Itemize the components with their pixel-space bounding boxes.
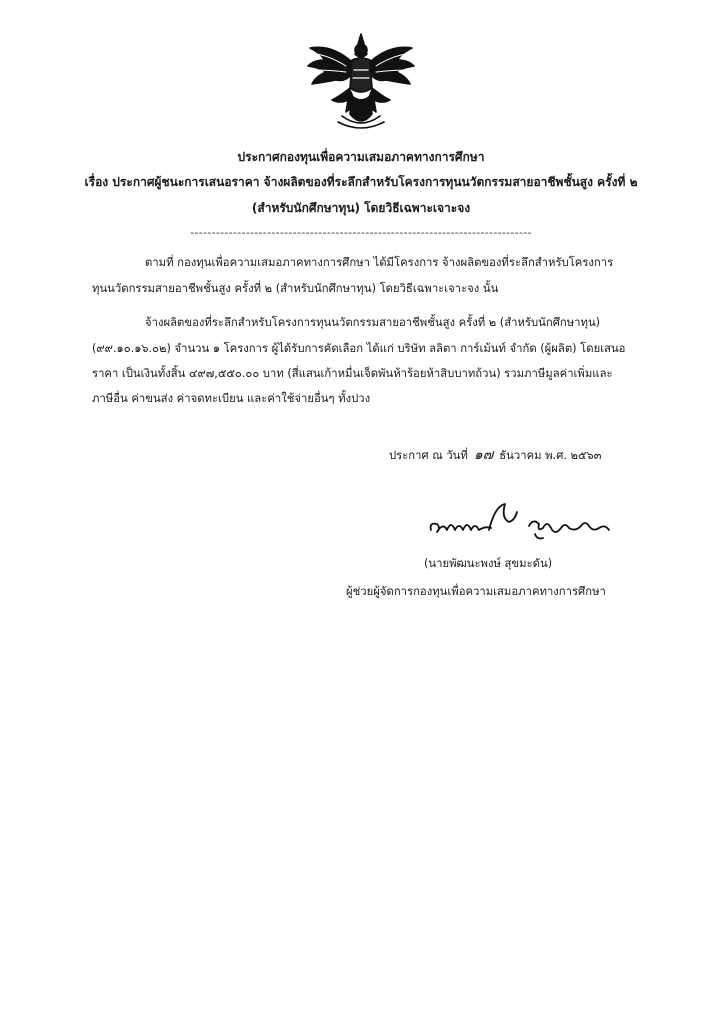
signer-name: (นายพัฒนะพงษ์ สุขมะดัน) xyxy=(424,557,553,570)
paragraph-1-line-2: ทุนนวัตกรรมสายอาชีพชั้นสูง ครั้งที่ ๒ (สำหรับนักศึกษาทุน) โดยวิธีเฉพาะเจาะจง นั้น xyxy=(92,282,499,295)
divider-line: -------------------------------------------------------------------------------- xyxy=(190,226,532,239)
date-day-handwritten: ๑๗ xyxy=(473,447,494,463)
signer-title: ผู้ช่วยผู้จัดการกองทุนเพื่อความเสมอภาคทางการศึกษา xyxy=(346,585,606,598)
date-suffix: ธันวาคม พ.ศ. ๒๕๖๓ xyxy=(499,449,602,462)
paragraph-2-line-3: ราคา เป็นเงินทั้งสิ้น ๔๙๗,๕๕๐.๐๐ บาท (สี่แสนเก้าหมื่นเจ็ดพันห้าร้อยห้าสิบบาทถ้วน) รวมภาษีมูลค่าเพิ่มและ xyxy=(92,367,613,380)
announcement-subject-cont: (สำหรับนักศึกษาทุน) โดยวิธีเฉพาะเจาะจง xyxy=(251,201,471,215)
paragraph-1-line-1: ตามที่ กองทุนเพื่อความเสมอภาคทางการศึกษา ได้มีโครงการ จ้างผลิตของที่ระลึกสำหรับโครงการ xyxy=(145,256,614,269)
announcement-date xyxy=(389,444,601,466)
announcement-subject: เรื่อง ประกาศผู้ชนะการเสนอราคา จ้างผลิตของที่ระลึกสำหรับโครงการทุนนวัตกรรมสายอาชีพชั้นสูง ครั้งที่ ๒ xyxy=(84,175,638,189)
paragraph-2-line-4: ภาษีอื่น ค่าขนส่ง ค่าจดทะเบียน และค่าใช้จ่ายอื่นๆ ทั้งปวง xyxy=(92,392,371,405)
announcement-heading: ประกาศกองทุนเพื่อความเสมอภาคทางการศึกษา xyxy=(237,150,485,164)
garuda-emblem-icon xyxy=(302,30,420,132)
signature-image xyxy=(425,500,615,544)
paragraph-2-line-2: (๙๙.๑๐.๑๖.๐๒) จำนวน ๑ โครงการ ผู้ได้รับการคัดเลือก ได้แก่ บริษัท ลลิตา การ์เม้นท์ จำกัด (ผู้ผลิต) โดยเสนอ xyxy=(92,342,626,355)
paragraph-2-line-1: จ้างผลิตของที่ระลึกสำหรับโครงการทุนนวัตกรรมสายอาชีพชั้นสูง ครั้งที่ ๒ (สำหรับนักศึกษาทุน) xyxy=(145,316,601,329)
date-prefix: ประกาศ ณ วันที่ xyxy=(389,449,468,462)
